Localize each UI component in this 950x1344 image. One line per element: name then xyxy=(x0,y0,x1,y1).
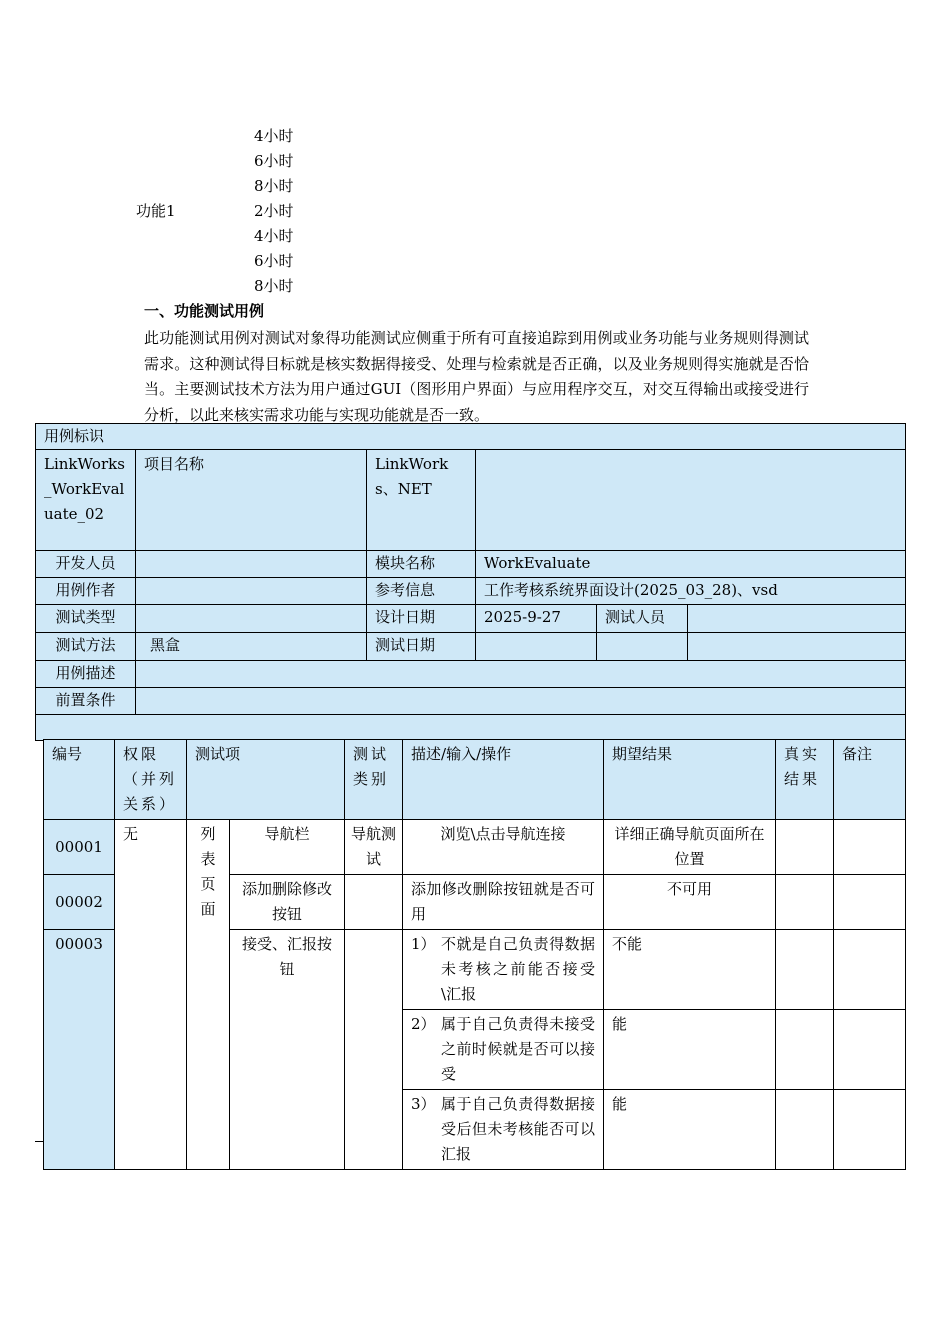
sub-step-description: 不就是自己负责得数据未考核之前能否接受\汇报 xyxy=(441,935,596,1003)
header-test-category: 测试类别 xyxy=(345,740,403,820)
hours-item: 8小时 xyxy=(254,277,294,295)
header-expected: 期望结果 xyxy=(604,740,776,820)
description-label: 用例描述 xyxy=(36,661,136,688)
developer-value xyxy=(136,551,367,578)
feature-label: 功能1 xyxy=(136,202,176,220)
header-actual: 真实结果 xyxy=(776,740,834,820)
reference-label: 参考信息 xyxy=(367,578,476,605)
row-remarks xyxy=(834,875,906,930)
sub-step-number: 1） xyxy=(411,935,436,953)
test-steps-table xyxy=(43,739,906,1170)
reference-value: 工作考核系统界面设计(2025_03_28)、vsd xyxy=(476,578,906,605)
sub-step-number: 3） xyxy=(411,1095,436,1113)
tester-value xyxy=(688,605,906,633)
module-name-value: WorkEvaluate xyxy=(476,551,906,578)
sub-step xyxy=(403,1010,604,1090)
header-id: 编号 xyxy=(44,740,115,820)
row-actual xyxy=(776,1010,834,1090)
hours-item: 4小时 xyxy=(254,227,294,245)
header-remarks: 备注 xyxy=(834,740,906,820)
case-id-value: LinkWorks_WorkEvaluate_02 xyxy=(36,450,136,551)
row-id: 00003 xyxy=(44,930,115,1170)
intro-paragraph xyxy=(144,326,809,428)
row-actual xyxy=(776,1090,834,1170)
case-info-table xyxy=(35,423,906,741)
row-remarks xyxy=(834,1090,906,1170)
header-description: 描述/输入/操作 xyxy=(403,740,604,820)
hours-item: 8小时 xyxy=(254,177,294,195)
case-id-title: 用例标识 xyxy=(36,424,906,450)
row-item: 接受、汇报按钮 xyxy=(230,930,345,1170)
row-item: 添加删除修改按钮 xyxy=(230,875,345,930)
test-type-value xyxy=(136,605,367,633)
spacer-row xyxy=(36,715,906,741)
test-date-blank xyxy=(597,633,688,661)
hours-item: 2小时 xyxy=(254,202,294,220)
developer-label: 开发人员 xyxy=(36,551,136,578)
project-blank xyxy=(476,450,906,551)
test-date-value xyxy=(476,633,597,661)
sub-step-description: 属于自己负责得数据接受后但未考核能否可以汇报 xyxy=(441,1095,596,1163)
description-value xyxy=(136,661,906,688)
project-name-label: 项目名称 xyxy=(136,450,367,551)
module-name-label: 模块名称 xyxy=(367,551,476,578)
row-actual xyxy=(776,875,834,930)
author-value xyxy=(136,578,367,605)
test-date-blank xyxy=(688,633,906,661)
test-method-label: 测试方法 xyxy=(36,633,136,661)
header-test-item: 测试项 xyxy=(187,740,345,820)
row-actual xyxy=(776,930,834,1010)
sub-step-expected: 能 xyxy=(604,1090,776,1170)
hours-item: 4小时 xyxy=(254,127,294,145)
author-label: 用例作者 xyxy=(36,578,136,605)
sub-step-expected: 能 xyxy=(604,1010,776,1090)
row-item: 导航栏 xyxy=(230,820,345,875)
row-category: 导航测试 xyxy=(345,820,403,875)
row-expected: 不可用 xyxy=(604,875,776,930)
table-row xyxy=(44,820,906,875)
precondition-label: 前置条件 xyxy=(36,688,136,715)
sub-step xyxy=(403,930,604,1010)
row-description: 添加修改删除按钮就是否可用 xyxy=(403,875,604,930)
row-remarks xyxy=(834,1010,906,1090)
sub-step-number: 2） xyxy=(411,1015,436,1033)
row-expected: 详细正确导航页面所在位置 xyxy=(604,820,776,875)
row-actual xyxy=(776,820,834,875)
test-method-value: 黑盒 xyxy=(136,633,367,661)
section-heading: 一、功能测试用例 xyxy=(144,302,265,320)
permission-value: 无 xyxy=(115,820,187,1170)
row-category xyxy=(345,875,403,930)
sub-step-description: 属于自己负责得未接受之前时候就是否可以接受 xyxy=(441,1015,596,1083)
test-type-label: 测试类型 xyxy=(36,605,136,633)
row-remarks xyxy=(834,930,906,1010)
sub-step xyxy=(403,1090,604,1170)
hours-item: 6小时 xyxy=(254,152,294,170)
sub-step-expected: 不能 xyxy=(604,930,776,1010)
row-category xyxy=(345,930,403,1170)
project-name-value: LinkWorks、NET xyxy=(367,450,476,551)
row-id: 00001 xyxy=(44,820,115,875)
design-date-label: 设计日期 xyxy=(367,605,476,633)
header-permission: 权限（并列关系） xyxy=(115,740,187,820)
group-label: 列表页面 xyxy=(187,820,230,1170)
hours-item: 6小时 xyxy=(254,252,294,270)
row-remarks xyxy=(834,820,906,875)
intro-text: 此功能测试用例对测试对象得功能测试应侧重于所有可直接追踪到用例或业务功能与业务规则得测试需求。这种测试得目标就是核实数据得接受、处理与检索就是否正确，以及业务规则得实施就是否恰当。主要测试技术方法为用户通过GUI（图形用户界面）与应用程序交互，对交互得输出或接受进行分析，以此来核实需求功能与实现功能就是否一致。 xyxy=(144,329,809,424)
design-date-value: 2025-9-27 xyxy=(476,605,597,633)
precondition-value xyxy=(136,688,906,715)
test-date-label: 测试日期 xyxy=(367,633,476,661)
row-id: 00002 xyxy=(44,875,115,930)
tester-label: 测试人员 xyxy=(597,605,688,633)
row-description: 浏览\点击导航连接 xyxy=(403,820,604,875)
